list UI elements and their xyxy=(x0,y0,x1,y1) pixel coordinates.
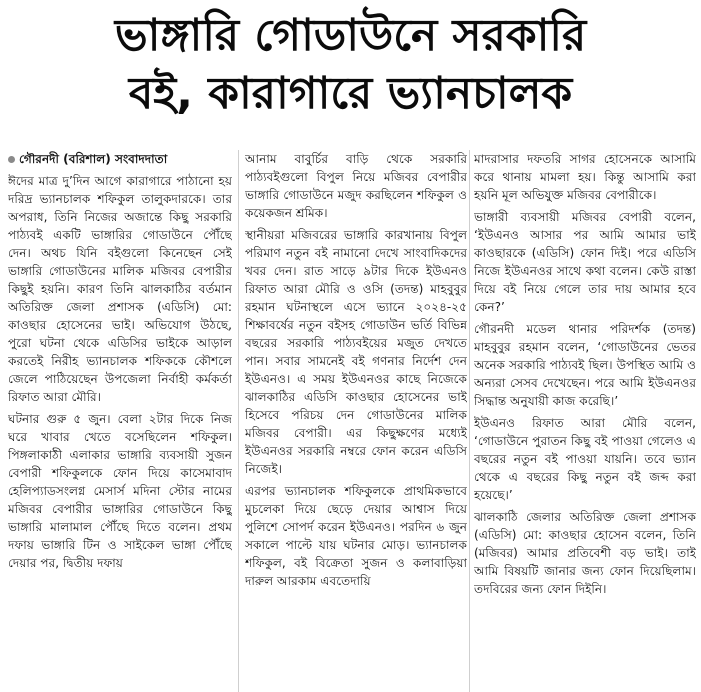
headline-line-1: ভাঙ্গারি গোডাউনে সরকারি xyxy=(114,10,587,61)
paragraph: ঝালকাঠি জেলার অতিরিক্ত জেলা প্রশাসক (এডিসি) মো: কাওছার হোসেন বলেন, তিনি (মজিবর) আমার প্রতিবেশী বড় ভাই। তাই আমি বিষয়টি জানার জন্য ফোন দিয়েছিলাম। তদবিরের জন্য ফোন দিইনি। xyxy=(474,510,696,596)
paragraph: ভাঙ্গারী ব্যবসায়ী মজিবর বেপারী বলেন, ‘ইউএনও আসার পর আমি আমার ভাই কাওছারকে (এডিসি) ফোন দিই। পরে এডিসি নিজে ইউএনওর সাথে কথা বলেন। কেউ রাস্তা দিয়ে বই নিয়ে গেলে তার দায় আমার হবে কেন?’ xyxy=(474,210,696,314)
paragraph: আনাম বাবুর্চির বাড়ি থেকে সরকারি পাঠ্যবইগুলো বিপুল নিয়ে মজিবর বেপারীর ভাঙ্গারি গোডাউনে মজুদ করছিলেন শফিকুল ও কয়েকজন শ্রমিক। xyxy=(245,152,467,220)
article-column-1 xyxy=(8,150,232,690)
article-column-3 xyxy=(474,150,696,690)
byline-text: গৌরনদী (বরিশাল) সংবাদদাতা xyxy=(19,152,168,166)
article-column-2 xyxy=(245,150,467,690)
column-divider xyxy=(469,150,470,692)
paragraph: স্থানীয়রা মজিবরের ভাঙ্গারি কারখানায় বিপুল পরিমাণ নতুন বই নামানো দেখে সাংবাদিকদের খবর দেন। রাত সাড়ে ৯টার দিকে ইউএনও রিফাত আরা মৌরি ও ওসি (তদন্ত) মাহবুবুর রহমান ঘটনাস্থলে এসে ভ্যানে ২০২৪-২৫ শিক্ষাবর্ষের নতুন বইসহ গোডাউন ভর্তি বিভিন্ন বছরের সরকারি পাঠ্যবইয়ের মজুত দেখতে পান। সবার সামনেই বই গণনার নির্দেশ দেন ইউএনও। এ সময় ইউএনওর কাছে নিজেকে ঝালকাঠির এডিসি কাওছার হোসেনের ভাই হিসেবে পরিচয় দেন গোডাউনের মালিক মজিবর বেপারী। এর কিছুক্ষণের মধ্যেই ইউএনওর সরকারি নম্বরে ফোন করেন এডিসি নিজেই। xyxy=(245,228,467,476)
column-divider xyxy=(238,150,239,692)
paragraph: মাদরাসার দফতরি সাগর হোসেনকে আসামি করে থানায় মামলা হয়। কিন্তু আসামি করা হয়নি মূল অভিযুক্ত মজিবর বেপারীকে। xyxy=(474,152,696,202)
bullet-icon xyxy=(8,156,15,163)
headline-line-2: বই, কারাগারে ভ্যানচালক xyxy=(128,68,573,119)
paragraph: ঘটনার গুরু ৫ জুন। বেলা ২টার দিকে নিজ ঘরে খাবার খেতে বসেছিলেন শফিকুল। পিঙ্গলাকাঠী এলাকার ভাঙ্গারি ব্যবসায়ী সুজন বেপারী শফিকুলকে ফোন দিয়ে কাসেমাবাদ হেলিপ্যাডসংলগ্ন মেসার্স মদিনা স্টোর নামের মজিবর বেপারীর ভাঙ্গারির গোডাউনে কিছু ভাঙ্গারি মালামাল পৌঁছে দিতে বলেন। প্রথম দফায় ভাঙ্গারি টিন ও সাইকেল ভাঙ্গা পৌঁছে দেয়ার পর, দ্বিতীয় দফায় xyxy=(8,412,232,570)
paragraph: গৌরনদী মডেল থানার পরিদর্শক (তদন্ত) মাহবুবুর রহমান বলেন, ‘গোডাউনের ভেতর অনেক সরকারি পাঠ্যবই ছিল। উপস্থিত আমি ও অন্যরা সেসব দেখেছেন। পরে আমি ইউএনওর সিদ্ধান্ত অনুযায়ী কাজ করেছি।’ xyxy=(474,322,696,408)
byline xyxy=(8,150,232,168)
paragraph: এরপর ভ্যানচালক শফিকুলকে প্রাথমিকভাবে মুচলেকা দিয়ে ছেড়ে দেয়ার আশ্বাস দিয়ে পুলিশে সোপর্দ করেন ইউএনও। পরদিন ৬ জুন সকালে পাল্টে যায় ঘটনার মোড়। ভ্যানচালক শফিকুল, বই বিক্রেতা সুজন ও কলাবাড়িয়া দারুল আরকাম এবতেদায়ি xyxy=(245,484,467,588)
paragraph: ঈদের মাত্র দু’দিন আগে কারাগারে পাঠানো হয় দরিদ্র ভ্যানচালক শফিকুল তালুকদারকে। তার অপরাধ, তিনি নিজের অজান্তে কিছু সরকারি পাঠ্যবই একটি ভাঙ্গারির গোডাউনে পৌঁছে দেন। অথচ যিনি বইগুলো কিনেছেন সেই ভাঙ্গারি গোডাউনের মালিক মজিবর বেপারীর কিছুই হয়নি। কারণ তিনি ঝালকাঠির বর্তমান অতিরিক্ত জেলা প্রশাসক (এডিসি) মো: কাওছার হোসেনের ভাই। অভিযোগ উঠছে, পুরো ঘটনা থেকে এডিসির ভাইকে আড়াল করতেই নিরীহ ভ্যানচালক শফিককে কৌশলে জেলে পাঠিয়েছেন উপজেলা নির্বাহী কর্মকর্তা রিফাত আরা মৌরি। xyxy=(8,174,232,404)
paragraph: ইউএনও রিফাত আরা মৌরি বলেন, ‘গোডাউনে পুরাতন কিছু বই পাওয়া গেলেও এ বছরের নতুন বই পাওয়া যায়নি। তবে ভ্যান থেকে এ বছরের কিছু নতুন বই জব্দ করা হয়েছে।’ xyxy=(474,416,696,502)
